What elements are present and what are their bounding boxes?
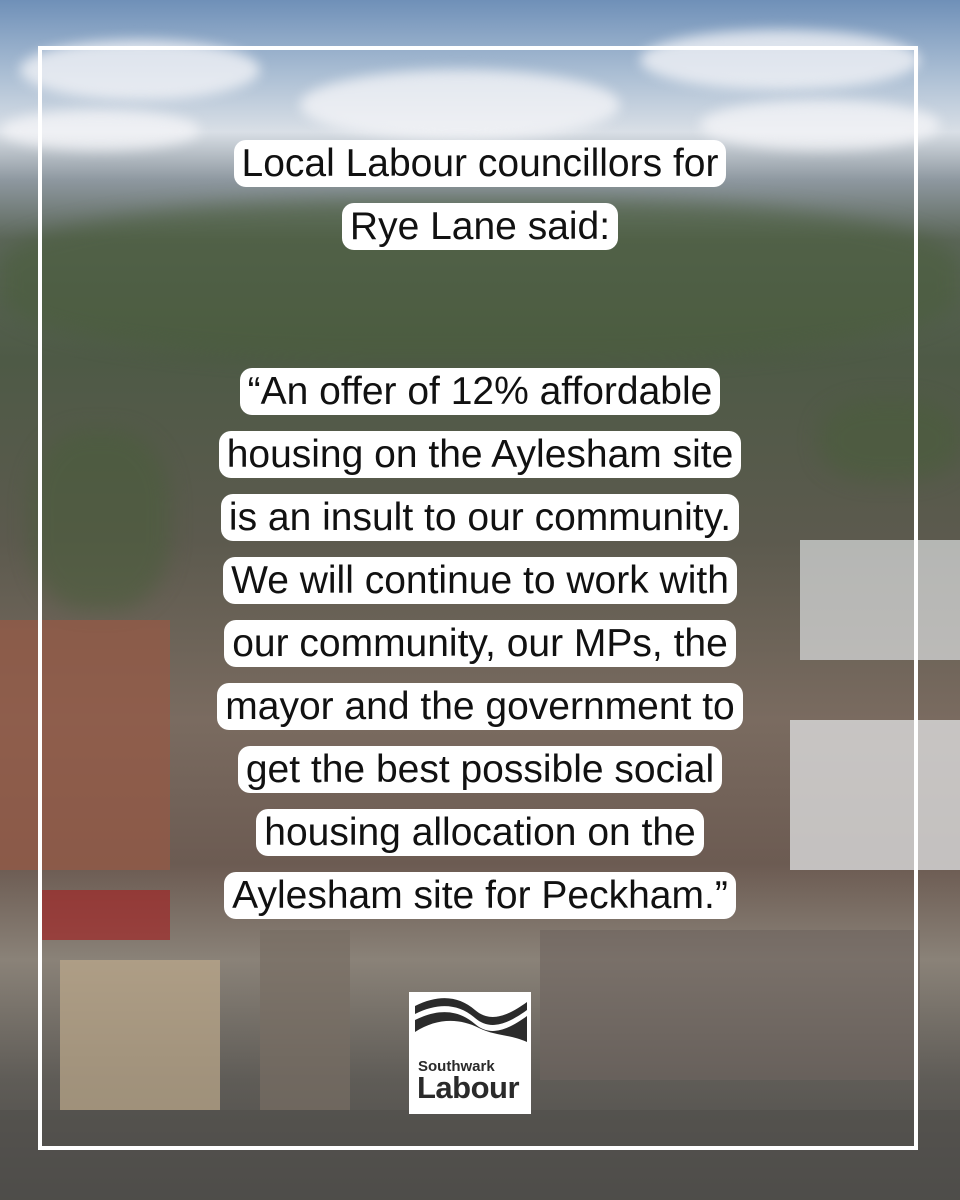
quote <box>128 360 832 927</box>
heading-line-1: Local Labour councillors for <box>234 140 727 187</box>
quote-line: get the best possible social <box>238 746 722 793</box>
quote-line: housing on the Aylesham site <box>219 431 742 478</box>
logo-line-1: Southwark <box>418 1058 495 1075</box>
quote-line: We will continue to work with <box>223 557 737 604</box>
heading <box>130 132 830 258</box>
quote-line: is an insult to our community. <box>221 494 739 541</box>
heading-line-2: Rye Lane said: <box>342 203 618 250</box>
quote-line: our community, our MPs, the <box>224 620 736 667</box>
southwark-labour-logo <box>409 992 531 1114</box>
logo-line-2: Labour <box>417 1070 520 1105</box>
quote-line: mayor and the government to <box>217 683 742 730</box>
logo-wave-icon <box>409 992 531 1062</box>
quote-line: Aylesham site for Peckham.” <box>224 872 736 919</box>
quote-line: “An offer of 12% affordable <box>240 368 721 415</box>
quote-line: housing allocation on the <box>256 809 704 856</box>
